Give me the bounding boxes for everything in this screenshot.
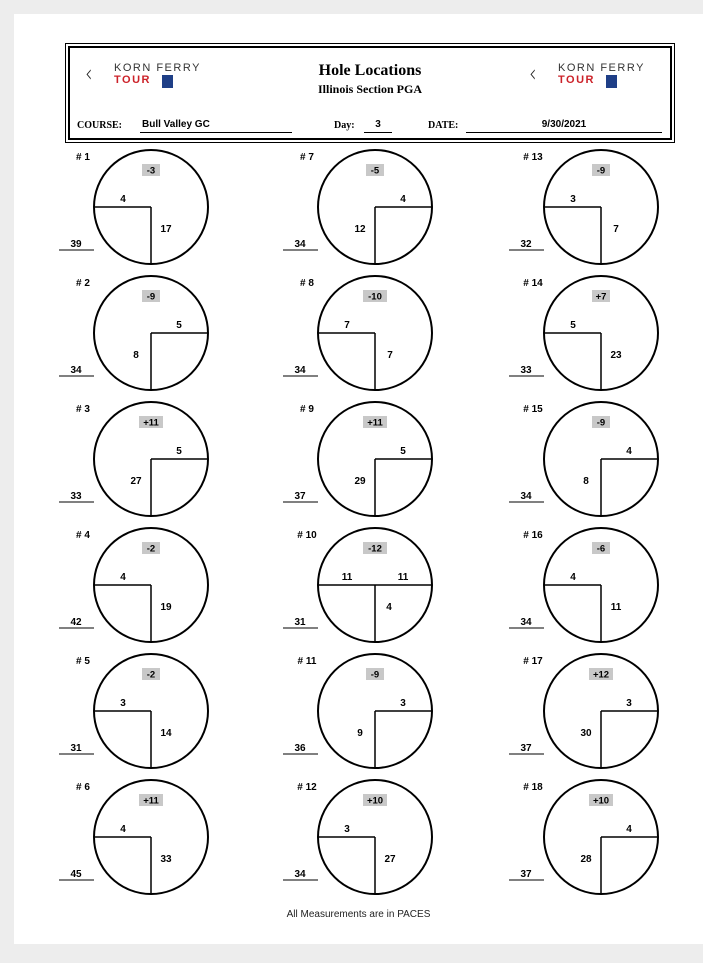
green-depth: 34 <box>70 365 82 376</box>
logo-korn-ferry-text: KORN FERRY <box>114 62 201 74</box>
vertical-distance: 4 <box>386 602 392 613</box>
green-depth: 37 <box>520 743 532 754</box>
hole-number: # 9 <box>300 404 314 415</box>
day-label: Day: <box>334 120 355 131</box>
horizontal-distance: 11 <box>341 572 353 583</box>
horizontal-distance: 4 <box>120 572 126 583</box>
hole-diagram <box>59 528 208 642</box>
horizontal-distance: 4 <box>626 446 632 457</box>
vertical-distance: 12 <box>354 224 366 235</box>
hole-diagram <box>59 780 208 894</box>
hole-diagram <box>509 654 658 768</box>
hole-number: # 12 <box>297 782 317 793</box>
hole-number: # 6 <box>76 782 90 793</box>
hole-diagram <box>283 276 432 390</box>
horizontal-distance: 5 <box>400 446 406 457</box>
pin-offset-value: +11 <box>143 795 159 807</box>
vertical-distance: 27 <box>384 854 396 865</box>
page-subtitle: Illinois Section PGA <box>317 82 422 96</box>
logo-tour-text: TOUR <box>558 74 595 86</box>
date-value: 9/30/2021 <box>466 118 662 133</box>
vertical-distance: 14 <box>160 728 172 739</box>
green-depth: 34 <box>294 365 306 376</box>
hole-diagram <box>59 150 208 264</box>
pin-offset-value: +12 <box>592 669 610 681</box>
horizontal-distance: 4 <box>120 194 126 205</box>
page-title: Hole Locations <box>318 62 422 79</box>
horizontal-distance: 5 <box>176 320 182 331</box>
horizontal-distance: 3 <box>570 194 576 205</box>
pin-offset-value: -9 <box>596 165 606 177</box>
hole-number: # 3 <box>76 404 90 415</box>
pin-offset-value: -10 <box>368 291 382 303</box>
kf-logo-mark-icon: ᚲ <box>526 63 540 88</box>
green-depth: 33 <box>70 491 82 502</box>
hole-diagram <box>59 276 208 390</box>
vertical-distance: 11 <box>610 602 622 613</box>
hole-number: # 13 <box>523 152 543 163</box>
pin-offset-value: +7 <box>595 291 607 303</box>
hole-diagram <box>283 528 432 642</box>
green-depth: 34 <box>294 239 306 250</box>
course-label: COURSE: <box>77 120 123 131</box>
vertical-distance: 27 <box>130 476 142 487</box>
green-depth: 45 <box>70 869 82 880</box>
pin-offset-value: -2 <box>146 669 156 681</box>
vertical-distance: 19 <box>160 602 172 613</box>
hole-number: # 18 <box>523 782 543 793</box>
hole-number: # 4 <box>76 530 90 541</box>
pin-offset-value: -9 <box>370 669 380 681</box>
horizontal-distance: 3 <box>120 698 126 709</box>
hole-location-sheet <box>14 14 703 944</box>
hole-number: # 2 <box>76 278 90 289</box>
horizontal-distance: 4 <box>120 824 126 835</box>
hole-diagram <box>283 402 432 516</box>
green-depth: 32 <box>520 239 532 250</box>
hole-diagram <box>59 654 208 768</box>
vertical-distance: 7 <box>613 224 619 235</box>
hole-number: # 1 <box>76 152 90 163</box>
date-label: DATE: <box>428 120 459 131</box>
green-depth: 33 <box>520 365 532 376</box>
vertical-distance: 7 <box>387 350 393 361</box>
horizontal-distance: 3 <box>626 698 632 709</box>
hole-number: # 7 <box>300 152 314 163</box>
hole-number: # 14 <box>523 278 543 289</box>
pin-offset-value: -6 <box>596 543 606 555</box>
green-depth: 42 <box>70 617 82 628</box>
hole-number: # 11 <box>297 656 317 667</box>
green-depth: 39 <box>70 239 82 250</box>
horizontal-distance: 3 <box>400 698 406 709</box>
horizontal-distance: 11 <box>397 572 409 583</box>
green-depth: 31 <box>294 617 306 628</box>
logo-tour-text: TOUR <box>114 74 151 86</box>
hole-number: # 16 <box>523 530 543 541</box>
holes-grid <box>14 14 703 944</box>
pin-offset-value: +10 <box>366 795 384 807</box>
hole-diagram <box>509 780 658 894</box>
hole-diagram <box>509 402 658 516</box>
horizontal-distance: 4 <box>570 572 576 583</box>
green-depth: 34 <box>520 617 532 628</box>
footer-note: All Measurements are in PACES <box>286 909 431 920</box>
vertical-distance: 8 <box>133 350 139 361</box>
pin-offset-value: -12 <box>368 543 382 555</box>
green-depth: 37 <box>294 491 306 502</box>
course-value: Bull Valley GC <box>140 118 292 133</box>
pin-offset-value: +11 <box>143 417 159 429</box>
horizontal-distance: 4 <box>400 194 406 205</box>
vertical-distance: 9 <box>357 728 363 739</box>
green-depth: 31 <box>70 743 82 754</box>
green-depth: 37 <box>520 869 532 880</box>
vertical-distance: 30 <box>580 728 592 739</box>
hole-number: # 8 <box>300 278 314 289</box>
pin-offset-value: +10 <box>592 795 610 807</box>
pin-offset-value: -3 <box>146 165 156 177</box>
vertical-distance: 17 <box>160 224 172 235</box>
pin-offset-value: -9 <box>596 417 606 429</box>
kf-logo-mark-icon: ᚲ <box>82 63 96 88</box>
vertical-distance: 33 <box>160 854 172 865</box>
horizontal-distance: 5 <box>570 320 576 331</box>
pin-offset-value: -9 <box>146 291 156 303</box>
logo-korn-ferry-text: KORN FERRY <box>558 62 645 74</box>
hole-diagram <box>283 150 432 264</box>
day-value: 3 <box>364 118 392 133</box>
pin-offset-value: -2 <box>146 543 156 555</box>
hole-diagram <box>283 780 432 894</box>
horizontal-distance: 5 <box>176 446 182 457</box>
vertical-distance: 23 <box>610 350 622 361</box>
horizontal-distance: 4 <box>626 824 632 835</box>
green-depth: 34 <box>520 491 532 502</box>
hole-diagram <box>509 528 658 642</box>
hole-diagram <box>509 150 658 264</box>
pin-offset-value: +11 <box>367 417 383 429</box>
hole-diagram <box>283 654 432 768</box>
green-depth: 36 <box>294 743 306 754</box>
hole-number: # 15 <box>523 404 543 415</box>
green-depth: 34 <box>294 869 306 880</box>
hole-diagram <box>59 402 208 516</box>
pin-offset-value: -5 <box>370 165 380 177</box>
vertical-distance: 8 <box>583 476 589 487</box>
vertical-distance: 29 <box>354 476 366 487</box>
hole-number: # 10 <box>297 530 317 541</box>
hole-number: # 5 <box>76 656 90 667</box>
horizontal-distance: 7 <box>344 320 350 331</box>
vertical-distance: 28 <box>580 854 592 865</box>
hole-number: # 17 <box>523 656 543 667</box>
horizontal-distance: 3 <box>344 824 350 835</box>
hole-diagram <box>509 276 658 390</box>
